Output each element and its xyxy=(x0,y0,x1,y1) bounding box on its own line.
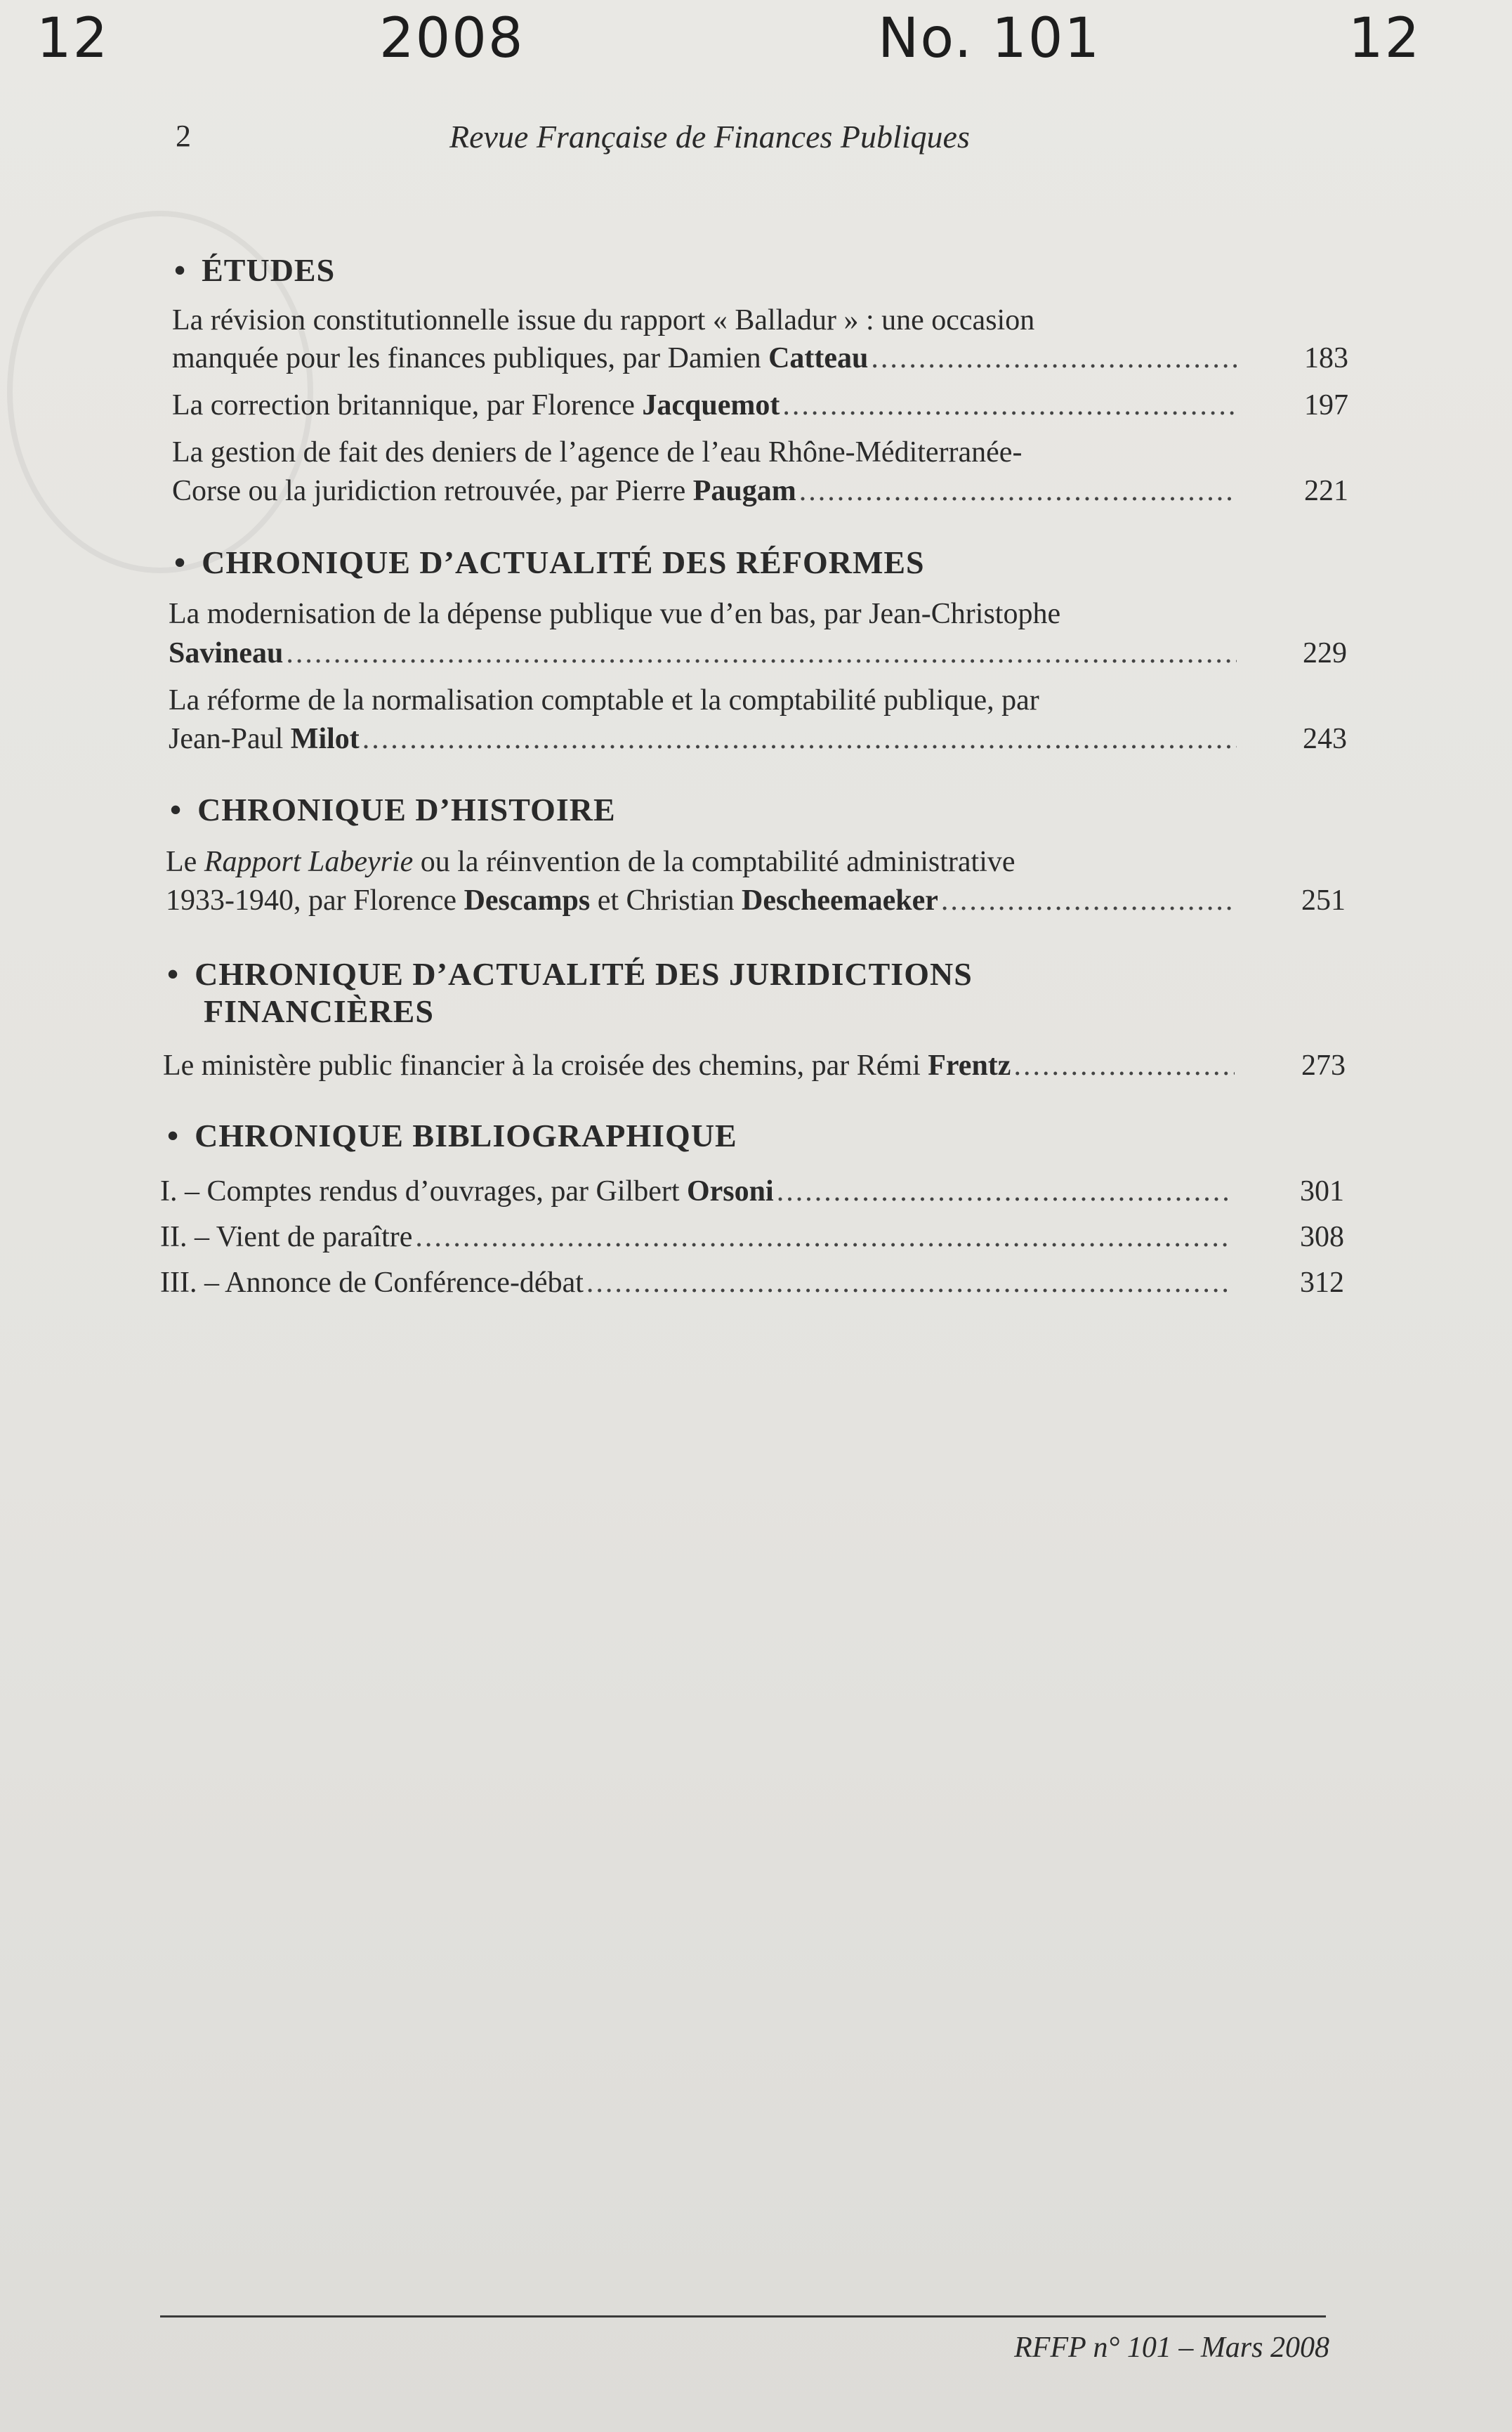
page-ref: 301 xyxy=(1300,1175,1344,1208)
handwritten-issue: No. 101 xyxy=(878,7,1101,70)
toc-entry-line: La gestion de fait des deniers de l’agence de l’eau Rhône-Méditerranée- xyxy=(172,436,1023,469)
toc-entry: manquée pour les finances publiques, par Damien Catteau ..... xyxy=(172,341,1240,375)
page-ref: 312 xyxy=(1300,1267,1344,1299)
author-name: Frentz xyxy=(928,1050,1011,1082)
author-name: Descamps xyxy=(464,884,591,917)
toc-entry-line: La modernisation de la dépense publique vue d’en bas, par Jean-Christophe xyxy=(169,598,1061,630)
toc-entry: Le ministère public financier à la croisée des chemins, par Rémi Frentz ..... xyxy=(163,1049,1237,1083)
page-ref: 229 xyxy=(1303,637,1347,669)
author-name: Savineau xyxy=(169,637,284,669)
toc-entry: Jean-Paul Milot ..... xyxy=(169,722,1240,756)
page-ref: 308 xyxy=(1300,1221,1344,1253)
page-ref: 197 xyxy=(1304,389,1348,421)
toc-entry-line: Le Rapport Labeyrie ou la réinvention de la comptabilité administrative xyxy=(166,846,1015,878)
toc-entry: II. – Vient de paraître ..... xyxy=(160,1220,1235,1254)
toc-entry: Corse ou la juridiction retrouvée, par Pierre Paugam ..... xyxy=(172,474,1240,508)
toc-entry: III. – Annonce de Conférence-débat ..... xyxy=(160,1266,1235,1300)
section-heading-reformes: • CHRONIQUE D’ACTUALITÉ DES RÉFORMES xyxy=(174,544,925,580)
page-ref: 243 xyxy=(1303,723,1347,755)
handwritten-left-number: 12 xyxy=(37,7,110,70)
page-number: 2 xyxy=(176,119,191,153)
toc-entry: La correction britannique, par Florence Jacquemot ..... xyxy=(172,388,1240,422)
toc-entry-line: La réforme de la normalisation comptable et la comptabilité publique, par xyxy=(169,684,1039,717)
handwritten-right-number: 12 xyxy=(1348,7,1421,70)
toc-entry xyxy=(169,636,1240,670)
author-name: Milot xyxy=(290,723,360,755)
footer-issue: RFFP n° 101 – Mars 2008 xyxy=(1014,2332,1329,2364)
journal-title: Revue Française de Finances Publiques xyxy=(449,119,970,155)
section-heading-histoire: • CHRONIQUE D’HISTOIRE xyxy=(170,792,616,828)
author-name: Orsoni xyxy=(687,1175,774,1208)
handwritten-year: 2008 xyxy=(379,7,525,70)
toc-entry-line: La révision constitutionnelle issue du rapport « Balladur » : une occasion xyxy=(172,304,1035,336)
page-ref: 273 xyxy=(1301,1050,1346,1082)
section-heading-bibliographique: • CHRONIQUE BIBLIOGRAPHIQUE xyxy=(167,1118,737,1153)
author-name: Jacquemot xyxy=(642,389,780,421)
page-ref: 221 xyxy=(1304,475,1348,507)
section-heading-juridictions: • CHRONIQUE D’ACTUALITÉ DES JURIDICTIONS xyxy=(167,956,973,992)
running-head xyxy=(176,118,1194,167)
author-name: Catteau xyxy=(768,342,869,374)
page-ref: 183 xyxy=(1304,342,1348,374)
section-heading-juridictions-cont: FINANCIÈRES xyxy=(204,993,434,1029)
footer-rule xyxy=(160,2315,1326,2317)
author-name: Descheemaeker xyxy=(742,884,938,917)
page-ref: 251 xyxy=(1301,884,1346,917)
toc-entry: 1933-1940, par Florence Descamps et Christian Descheemaeker ..... xyxy=(166,884,1239,917)
section-heading-etudes: • ÉTUDES xyxy=(174,252,336,288)
toc-entry: I. – Comptes rendus d’ouvrages, par Gilbert Orsoni ..... xyxy=(160,1175,1235,1208)
author-name: Paugam xyxy=(692,475,796,507)
